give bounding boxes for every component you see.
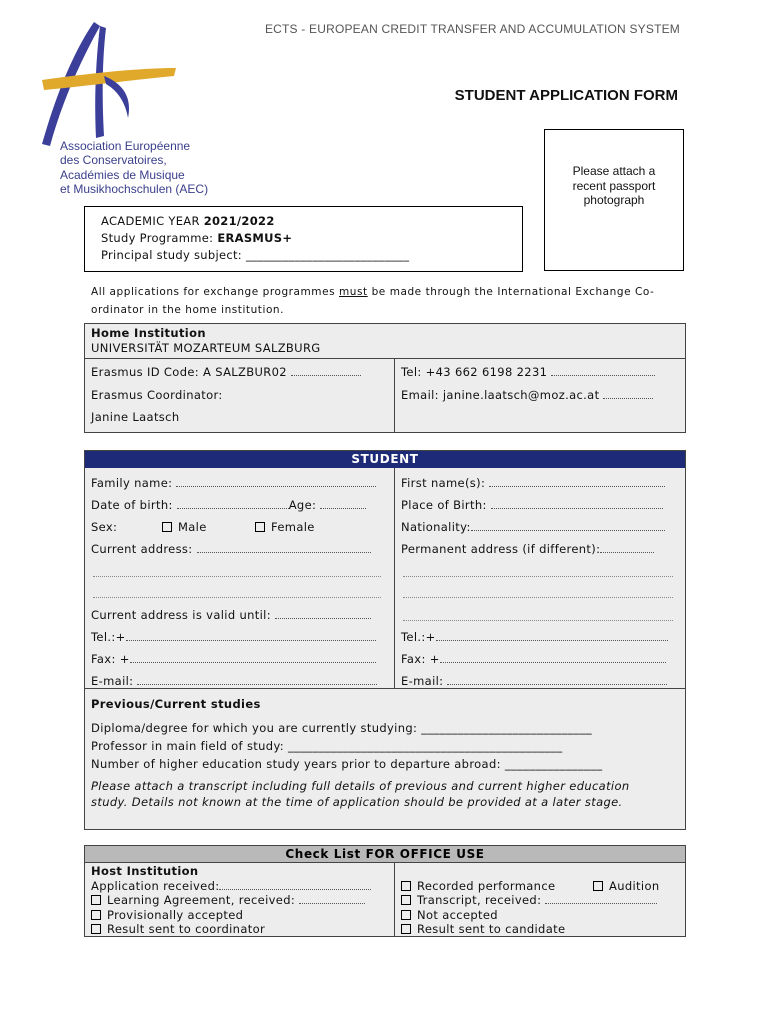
field-dots xyxy=(219,880,371,890)
fax-label: Fax: + xyxy=(401,652,440,666)
study-programme-value: ERASMUS+ xyxy=(217,231,293,245)
erasmus-id xyxy=(91,365,361,379)
field-dots xyxy=(489,477,665,487)
not-accepted-checkbox[interactable] xyxy=(401,908,498,922)
academic-year-box xyxy=(84,206,523,272)
place-of-birth-field[interactable] xyxy=(401,498,663,512)
photo-box[interactable] xyxy=(544,129,684,271)
nationality-field[interactable] xyxy=(401,520,665,534)
application-note xyxy=(91,283,691,319)
valid-until-label: Current address is valid until: xyxy=(91,608,271,622)
address-line[interactable] xyxy=(403,576,673,577)
email-right-field[interactable] xyxy=(401,674,667,688)
application-received-field[interactable] xyxy=(91,879,371,893)
home-institution-name: UNIVERSITÄT MOZARTEUM SALZBURG xyxy=(91,341,321,355)
field-dots xyxy=(320,499,366,509)
aec-name-line: des Conservatoires, xyxy=(60,153,167,168)
photo-text: recent passport xyxy=(572,178,656,193)
erasmus-coordinator-label: Erasmus Coordinator: xyxy=(91,388,223,402)
recorded-performance-checkbox[interactable] xyxy=(401,879,555,893)
address-line[interactable] xyxy=(403,620,673,621)
provisionally-accepted-label: Provisionally accepted xyxy=(107,908,244,922)
result-coordinator-checkbox[interactable] xyxy=(91,922,265,936)
coordinator-name: Janine Laatsch xyxy=(91,410,180,424)
field-dots xyxy=(600,543,654,553)
result-candidate-checkbox[interactable] xyxy=(401,922,565,936)
not-accepted-label: Not accepted xyxy=(417,908,498,922)
note-text: All applications for exchange programmes xyxy=(91,286,336,298)
tel-left-field[interactable] xyxy=(91,630,376,644)
field-dots xyxy=(197,543,371,553)
home-tel xyxy=(401,365,655,379)
email-label: E-mail: xyxy=(91,674,134,688)
principal-subject-field[interactable]: ___________________________ xyxy=(245,248,410,262)
study-programme-label: Study Programme: xyxy=(101,231,214,245)
dob-field[interactable] xyxy=(91,498,366,512)
home-tel-text: Tel: +43 662 6198 2231 xyxy=(401,365,548,379)
academic-year-value: 2021/2022 xyxy=(203,214,275,228)
divider xyxy=(394,468,395,688)
tel-right-field[interactable] xyxy=(401,630,668,644)
male-label: Male xyxy=(178,520,207,534)
application-received-label: Application received: xyxy=(91,879,220,893)
divider xyxy=(394,862,395,936)
first-names-field[interactable] xyxy=(401,476,665,490)
transcript-label: Transcript, received: xyxy=(417,893,542,907)
field-dots xyxy=(130,653,376,663)
aec-name-line: Association Européenne xyxy=(60,139,191,153)
field-dots xyxy=(551,366,655,376)
divider xyxy=(394,358,395,432)
address-line[interactable] xyxy=(93,597,381,598)
diploma-field[interactable]: Diploma/degree for which you are currently studying: ____________________________ xyxy=(91,721,593,735)
checkbox-icon xyxy=(91,924,101,934)
tel-label: Tel.:+ xyxy=(91,630,126,644)
field-dots xyxy=(126,631,376,641)
field-dots xyxy=(471,521,665,531)
recorded-performance-label: Recorded performance xyxy=(417,879,556,893)
field-dots xyxy=(491,499,663,509)
field-dots xyxy=(275,609,371,619)
aec-logo-icon xyxy=(36,18,186,148)
aec-name-line: Académies de Musique xyxy=(60,167,185,182)
note-emphasis: must xyxy=(339,286,368,298)
checkbox-icon xyxy=(593,881,603,891)
divider xyxy=(85,688,685,689)
address-line[interactable] xyxy=(403,597,673,598)
note-text: ordinator in the home institution. xyxy=(91,304,285,316)
checkbox-icon xyxy=(401,924,411,934)
professor-field[interactable]: Professor in main field of study: _____________________________________________ xyxy=(91,739,563,753)
place-of-birth-label: Place of Birth: xyxy=(401,498,487,512)
email-left-field[interactable] xyxy=(91,674,377,688)
learning-agreement-checkbox[interactable] xyxy=(91,893,365,907)
aec-name xyxy=(60,139,208,197)
checkbox-icon xyxy=(255,522,265,532)
female-checkbox[interactable] xyxy=(255,520,315,534)
fax-left-field[interactable] xyxy=(91,652,376,666)
field-dots xyxy=(440,653,666,663)
home-email-text: Email: janine.laatsch@moz.ac.at xyxy=(401,388,600,402)
field-dots xyxy=(299,894,365,904)
study-years-field[interactable]: Number of higher education study years prior to departure abroad: ________________ xyxy=(91,757,603,771)
erasmus-id-text: Erasmus ID Code: A SALZBUR02 xyxy=(91,365,287,379)
permanent-address-label: Permanent address (if different): xyxy=(401,542,601,556)
fax-right-field[interactable] xyxy=(401,652,666,666)
fax-label: Fax: + xyxy=(91,652,130,666)
dob-label: Date of birth: xyxy=(91,498,173,512)
male-checkbox[interactable] xyxy=(162,520,207,534)
nationality-label: Nationality: xyxy=(401,520,471,534)
student-box xyxy=(84,450,686,830)
checkbox-icon xyxy=(162,522,172,532)
field-dots xyxy=(603,389,653,399)
field-dots xyxy=(545,894,657,904)
office-band: Check List FOR OFFICE USE xyxy=(85,846,685,862)
divider xyxy=(85,358,685,359)
field-dots xyxy=(177,499,289,509)
first-names-label: First name(s): xyxy=(401,476,486,490)
female-label: Female xyxy=(271,520,315,534)
checkbox-icon xyxy=(401,895,411,905)
checkbox-icon xyxy=(91,895,101,905)
photo-text: Please attach a xyxy=(572,164,656,178)
system-title: ECTS - EUROPEAN CREDIT TRANSFER AND ACCUMULATION SYSTEM xyxy=(264,22,680,36)
home-email xyxy=(401,388,653,402)
checkbox-icon xyxy=(401,881,411,891)
divider xyxy=(85,862,685,863)
checkbox-icon xyxy=(401,910,411,920)
home-institution-heading: Home Institution xyxy=(91,326,206,340)
note-text: be made through the International Exchange Co- xyxy=(371,286,655,298)
transcript-note: Please attach a transcript including full details of previous and current higher education xyxy=(91,779,630,793)
valid-until-field[interactable] xyxy=(91,608,371,622)
transcript-checkbox[interactable] xyxy=(401,893,657,907)
form-title: STUDENT APPLICATION FORM xyxy=(454,87,678,104)
principal-subject-label: Principal study subject: xyxy=(101,248,242,262)
transcript-note: study. Details not known at the time of application should be provided at a later stage. xyxy=(91,795,623,809)
email-label: E-mail: xyxy=(401,674,444,688)
sex-label: Sex: xyxy=(91,520,118,534)
learning-agreement-label: Learning Agreement, received: xyxy=(107,893,296,907)
family-name-label: Family name: xyxy=(91,476,173,490)
result-coordinator-label: Result sent to coordinator xyxy=(107,922,266,936)
student-band: STUDENT xyxy=(85,451,685,468)
result-candidate-label: Result sent to candidate xyxy=(417,922,566,936)
host-institution-heading: Host Institution xyxy=(91,864,199,878)
field-dots xyxy=(137,675,377,685)
audition-checkbox[interactable] xyxy=(593,879,659,893)
photo-text: photograph xyxy=(583,193,645,207)
field-dots xyxy=(291,366,361,376)
family-name-field[interactable] xyxy=(91,476,376,490)
office-use-box xyxy=(84,845,686,937)
age-label: Age: xyxy=(288,498,317,512)
academic-year-label: ACADEMIC YEAR xyxy=(101,214,200,228)
current-address-field[interactable] xyxy=(91,542,371,556)
address-line[interactable] xyxy=(93,576,381,577)
permanent-address-field[interactable] xyxy=(401,542,654,556)
aec-name-line: et Musikhochschulen (AEC) xyxy=(60,182,209,197)
checkbox-icon xyxy=(91,910,101,920)
field-dots xyxy=(436,631,668,641)
audition-label: Audition xyxy=(609,879,660,893)
provisionally-accepted-checkbox[interactable] xyxy=(91,908,243,922)
home-institution-box xyxy=(84,323,686,433)
field-dots xyxy=(176,477,376,487)
current-address-label: Current address: xyxy=(91,542,193,556)
tel-label: Tel.:+ xyxy=(401,630,436,644)
field-dots xyxy=(447,675,667,685)
studies-heading: Previous/Current studies xyxy=(91,697,261,711)
